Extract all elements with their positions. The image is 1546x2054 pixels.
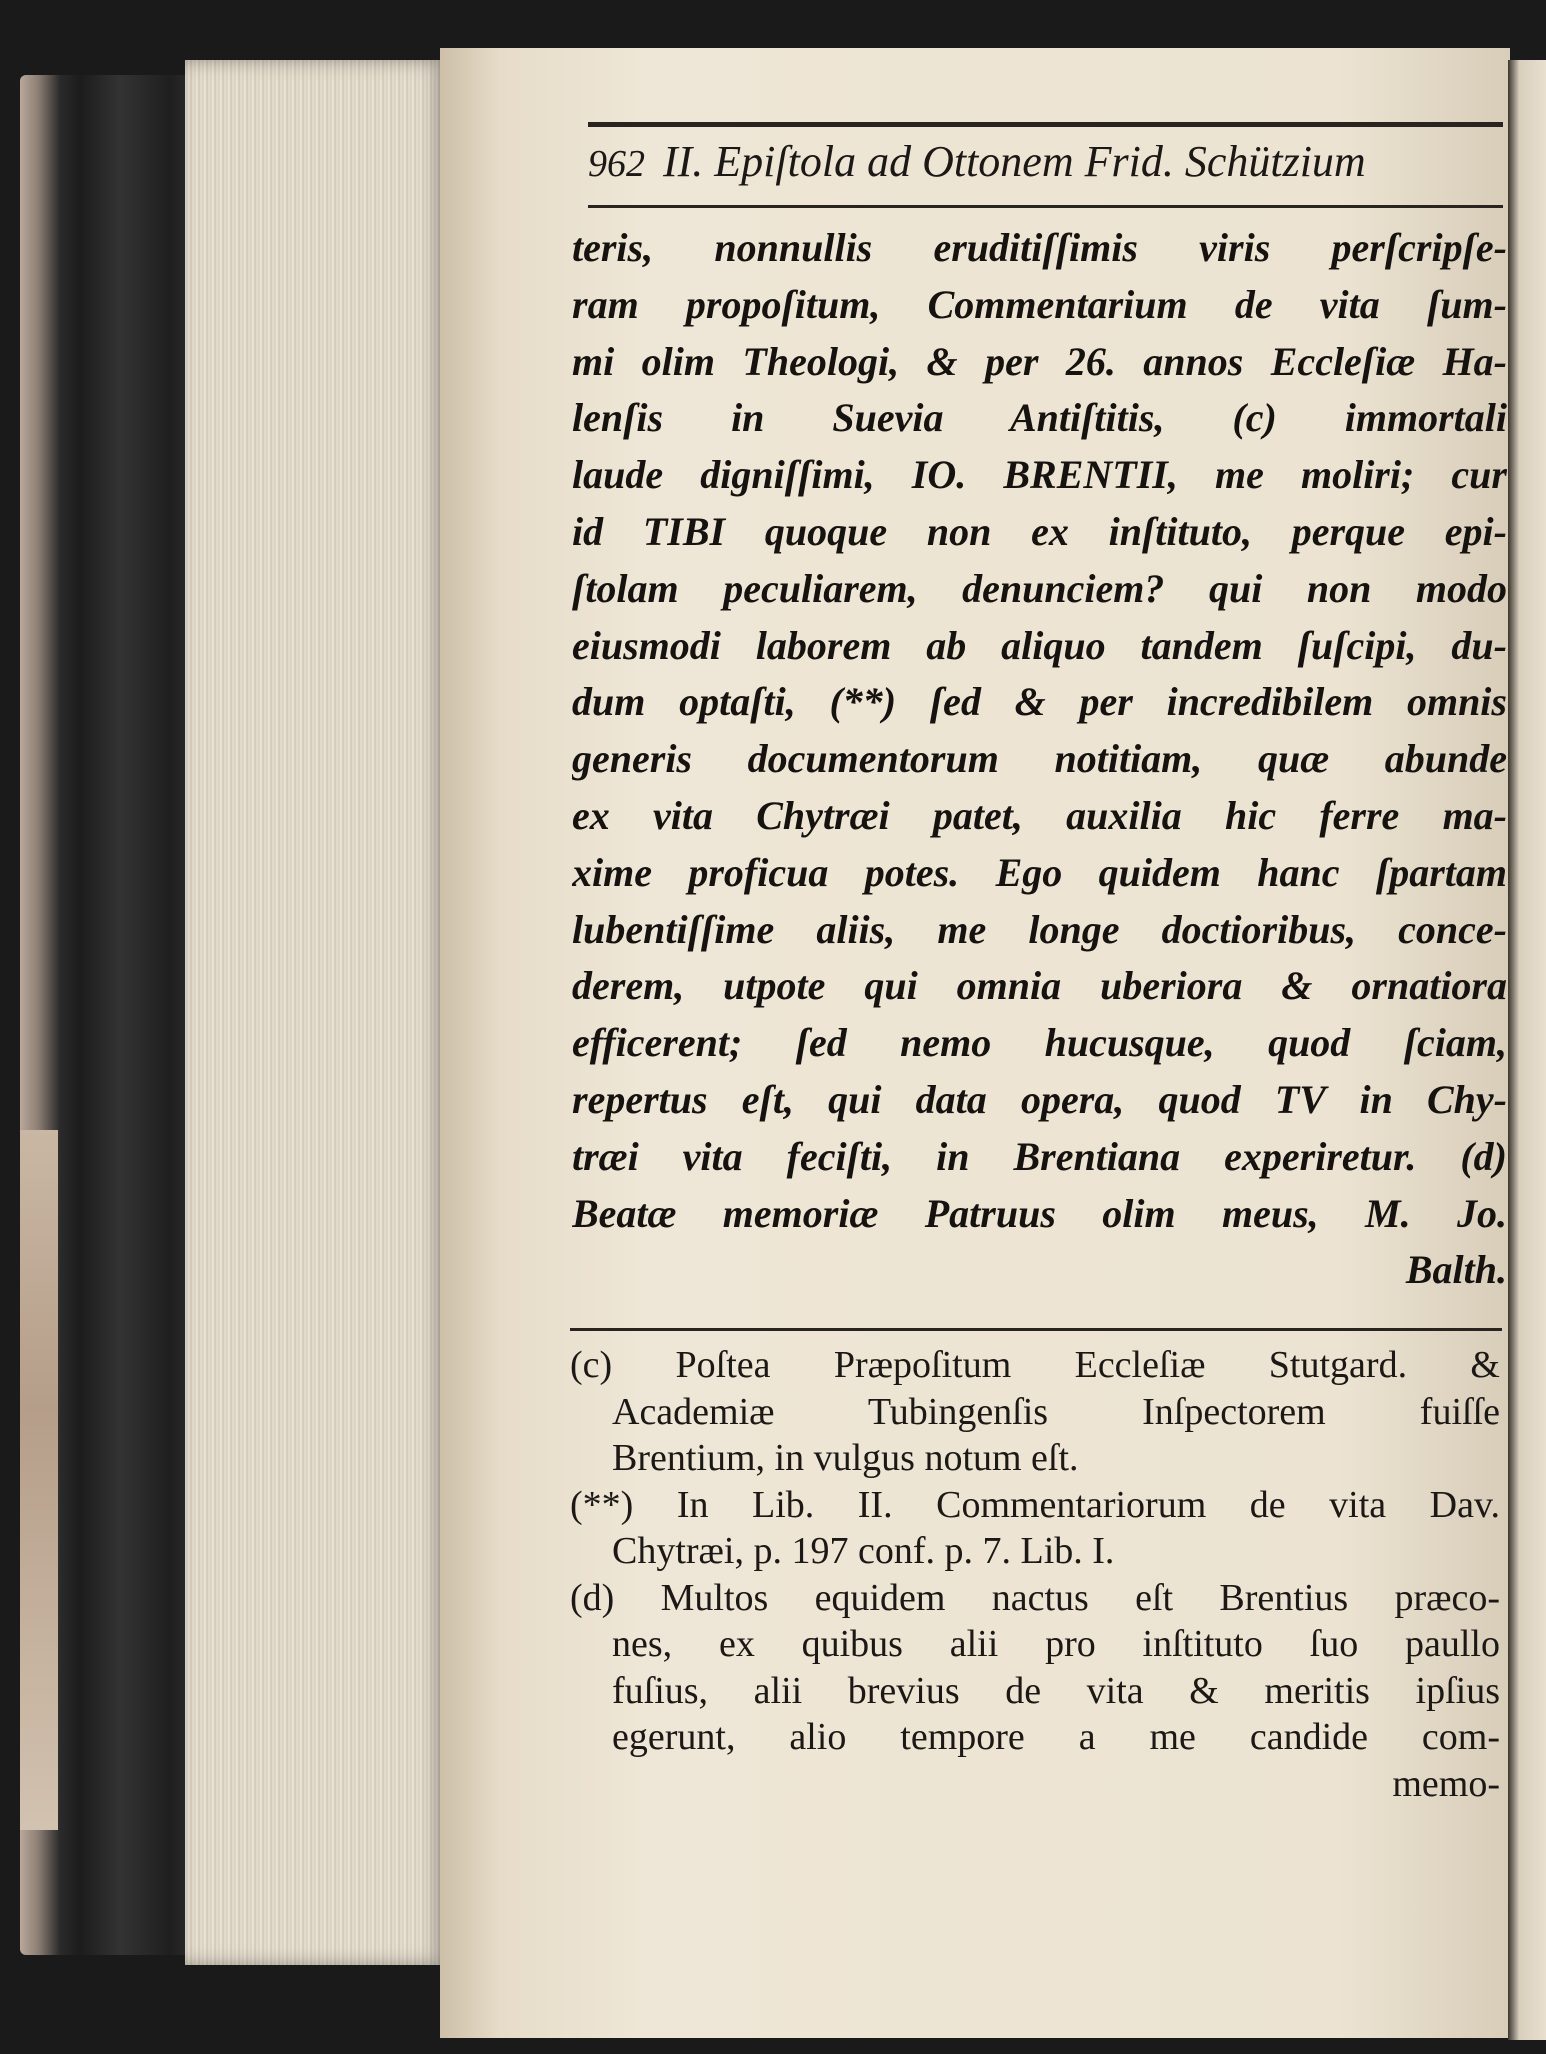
text-line: laude digniſſimi, IO. BRENTII, me moliri; cur bbox=[572, 452, 1507, 498]
text-line: mi olim Theologi, & per 26. annos Eccleſiæ Ha- bbox=[572, 338, 1507, 384]
footnote-c-line: Academiæ Tubingenſis Inſpectorem fuiſſe bbox=[612, 1390, 1500, 1433]
footnote-d-line: egerunt, alio tempore a me candide com- bbox=[612, 1716, 1500, 1758]
text-line: eiusmodi laborem ab aliquo tandem ſuſcipi, du- bbox=[572, 622, 1507, 668]
text-line: generis documentorum notitiam, quæ abunde bbox=[572, 736, 1507, 782]
text-line: id TIBI quoque non ex inſtituto, perque epi- bbox=[572, 508, 1507, 554]
text-line: lubentiſſime aliis, me longe doctioribus, conce- bbox=[572, 906, 1507, 952]
footnote-d-line: (d) Multos equidem nactus eſt Brentius præco- bbox=[570, 1576, 1500, 1619]
header-rule-top bbox=[588, 122, 1503, 127]
footnote-rule bbox=[570, 1328, 1502, 1331]
text-line: lenſis in Suevia Antiſtitis, (c) immortali bbox=[572, 395, 1507, 441]
footnote-d-line: nes, ex quibus alii pro inſtituto ſuo paullo bbox=[612, 1623, 1500, 1665]
text-line: efficerent; ſed nemo hucusque, quod ſciam, bbox=[572, 1020, 1507, 1066]
text-line: dum optaſti, (**) ſed & per incredibilem omnis bbox=[572, 679, 1507, 725]
page-number: 962 bbox=[588, 143, 645, 185]
text-line: derem, utpote qui omnia uberiora & ornatiora bbox=[572, 963, 1507, 1009]
text-line: ram propoſitum, Commentarium de vita ſum- bbox=[572, 281, 1507, 327]
text-line: træi vita feciſti, in Brentiana experiretur. (d) bbox=[572, 1133, 1507, 1179]
footnote-c-line: Brentium, in vulgus notum eſt. bbox=[612, 1437, 1079, 1479]
page-edges bbox=[185, 60, 445, 1965]
text-line: Beatæ memoriæ Patruus olim meus, M. Jo. bbox=[572, 1190, 1507, 1236]
footnote-catchword: memo- bbox=[1392, 1762, 1500, 1805]
text-line: ſtolam peculiarem, denunciem? qui non modo bbox=[572, 565, 1507, 611]
footnotes bbox=[570, 1342, 1500, 1807]
header-rule-bottom bbox=[588, 205, 1503, 208]
footnote-star-line: (**) In Lib. II. Commentariorum de vita Dav. bbox=[570, 1483, 1500, 1526]
text-line: ex vita Chytræi patet, auxilia hic ferre ma- bbox=[572, 792, 1507, 838]
text-line: repertus eſt, qui data opera, quod TV in Chy- bbox=[572, 1076, 1507, 1122]
footnote-star-line: Chytræi, p. 197 conf. p. 7. Lib. I. bbox=[612, 1530, 1115, 1572]
main-text bbox=[572, 220, 1507, 1299]
footnote-c-line: (c) Poſtea Præpoſitum Eccleſiæ Stutgard. & bbox=[570, 1344, 1500, 1386]
cover-spine bbox=[20, 1130, 58, 1830]
text-line: xime proficua potes. Ego quidem hanc ſpartam bbox=[572, 849, 1507, 895]
running-header bbox=[588, 136, 1503, 200]
footnote-d-line: fuſius, alii brevius de vita & meritis ipſius bbox=[612, 1669, 1500, 1712]
running-title: II. Epiſtola ad Ottonem Frid. Schützium bbox=[663, 137, 1366, 186]
next-page-edge bbox=[1508, 60, 1546, 2040]
text-line: teris, nonnullis eruditiſſimis viris perſcripſe- bbox=[572, 225, 1507, 270]
catchword: Balth. bbox=[1405, 1247, 1507, 1293]
